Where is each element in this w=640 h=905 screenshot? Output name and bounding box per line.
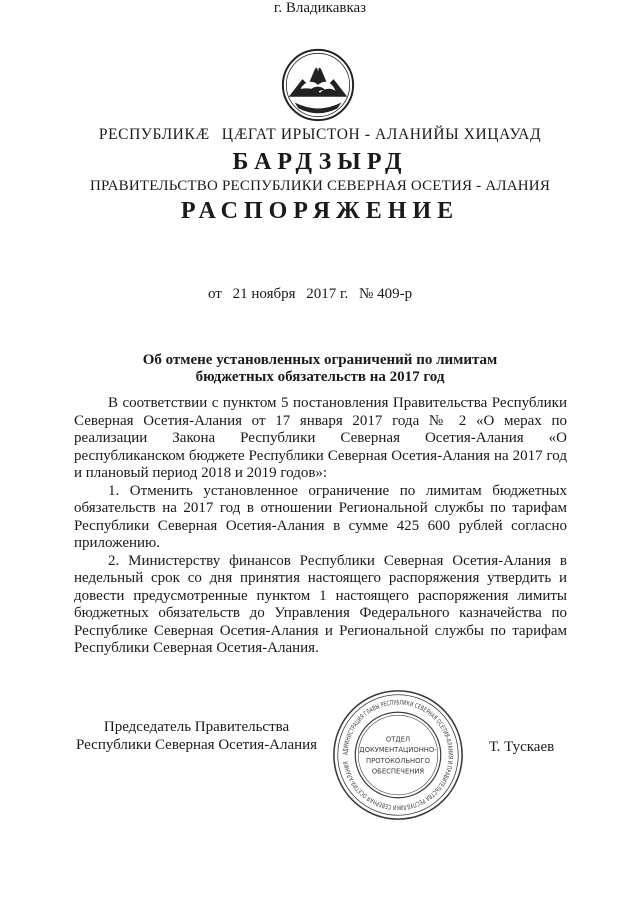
body-item-2: 2. Министерству финансов Республики Северная Осетия-Алания в недельный срок со дня принятия настоящего распоряжения утвердить и довести предусмотренные пунктом 1 настоящего распоряжения лимиты бюджетных обязательств до Управления Федерального казначейства по Республике Северная Осетия-Алания и Региональной службы по тарифам Республики Северная Осетия-Алания. <box>74 552 567 656</box>
city: г. Владикавказ <box>273 0 367 16</box>
body-item-1: 1. Отменить установленное ограничение по лимитам бюджетных обязательств на 2017 год в отношении Региональной службы по тарифам Республики Северная Осетия-Алания в сумме 425 600 рублей согласно приложению. <box>74 482 567 551</box>
stamp-inner-line-2: ДОКУМЕНТАЦИОННО- <box>359 746 437 755</box>
document-number: № 409-р <box>359 286 413 302</box>
header-rasporyazhenie: РАСПОРЯЖЕНИЕ <box>180 198 460 224</box>
header-government: ПРАВИТЕЛЬСТВО РЕСПУБЛИКИ СЕВЕРНАЯ ОСЕТИЯ - АЛАНИЯ <box>89 178 551 194</box>
document-body <box>74 395 567 658</box>
coat-of-arms-emblem <box>279 46 357 124</box>
date-prefix: от <box>208 286 222 302</box>
signature-title <box>76 718 317 754</box>
date-year: 2017 г. <box>306 286 349 302</box>
document-title <box>0 352 640 386</box>
stamp-inner-line-4: ОБЕСПЕЧЕНИЯ <box>371 767 425 776</box>
title-line-1: Об отмене установленных ограничений по лимитам <box>142 352 498 368</box>
header-ossetian-left: РЕСПУБЛИКӔ <box>98 126 210 143</box>
signature-title-line-2: Республики Северная Осетия-Алания <box>76 737 318 753</box>
signature-title-line-1: Председатель Правительства <box>103 719 290 735</box>
date-value: 21 ноября <box>232 286 296 302</box>
header-bardzyrd: БАРДЗЫРД <box>232 149 408 175</box>
stamp-inner-line-3: ПРОТОКОЛЬНОГО <box>366 756 430 765</box>
stamp-inner-line-1: ОТДЕЛ <box>385 735 411 744</box>
date-number-line <box>208 286 419 303</box>
header-ossetian-right: ЦӔГАТ ИРЫСТОН - АЛАНИЙЫ ХИЦАУАД <box>221 126 542 143</box>
header-ossetian <box>0 126 640 144</box>
title-line-2: бюджетных обязательств на 2017 год <box>195 369 445 385</box>
stamp-ring-text: АДМИНИСТРАЦИЯ ГЛАВЫ РЕСПУБЛИКИ СЕВЕРНАЯ ОСЕТИЯ-АЛАНИЯ И ПРАВИТЕЛЬСТВА РЕСПУБЛИКИ СЕВЕРНАЯ ОСЕТИЯ-АЛАНИЯ <box>341 698 455 812</box>
signature-name: Т. Тускаев <box>489 739 555 755</box>
body-intro: В соответствии с пунктом 5 постановления Правительства Республики Северная Осетия-Алания от 17 января 2017 года № 2 «О мерах по реализации Закона Республики Северная Осетия-Алания «О республиканском бюджете Республики Северная Осетия-Алания на 2017 год и плановый период 2018 и 2019 годов»: <box>74 395 567 481</box>
official-stamp <box>330 687 466 823</box>
